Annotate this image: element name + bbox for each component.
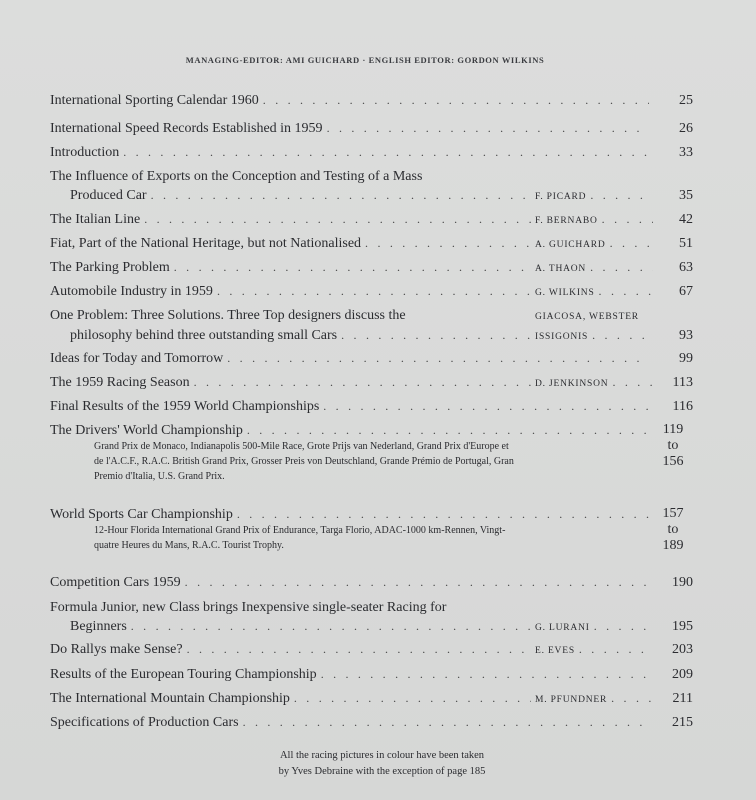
entry-author: E. EVES . . . (535, 641, 653, 659)
entry-subtitle: Grand Prix de Monaco, Indianapolis 500-Mile Race, Grote Prijs van Nederland, Grand Prix d'Europe et de l'A.C.F., R.A.C. British Grand Prix, Grosser Preis von Deutschland, Grande Prémio de Portugal, Gran Premio d'Italia, U.S. Grand Prix. (94, 441, 514, 482)
entry-title: The Italian Line (50, 212, 141, 227)
toc-entry (50, 374, 693, 392)
entry-title: International Speed Records Established in 1959 (50, 121, 323, 136)
page-number: 26 (679, 121, 693, 136)
toc-entry (50, 235, 693, 253)
entry-author: F. BERNABO . . . (535, 211, 653, 229)
dot-leader (321, 666, 649, 682)
entry-title-continued: Beginners (70, 619, 127, 634)
toc-entry (50, 690, 693, 708)
entry-title: International Sporting Calendar 1960 (50, 93, 259, 108)
entry-title: The Influence of Exports on the Conception and Testing of a Mass (50, 169, 423, 184)
dot-leader (341, 327, 531, 343)
toc-entry (50, 666, 693, 683)
toc-entry (50, 600, 693, 636)
toc-entry (50, 422, 693, 484)
entry-author: F. PICARD . . . (535, 187, 653, 205)
entry-author: D. JENKINSON . . . (535, 374, 653, 392)
page-number: 203 (672, 642, 693, 657)
entry-title: The 1959 Racing Season (50, 375, 190, 390)
editors-header: MANAGING-EDITOR: AMI GUICHARD · ENGLISH EDITOR: GORDON WILKINS (185, 55, 545, 65)
toc-entry (50, 714, 693, 731)
dot-leader (243, 714, 649, 730)
entry-title: One Problem: Three Solutions. Three Top designers discuss the (50, 308, 406, 323)
page-number: 113 (672, 375, 693, 390)
page-number: 215 (672, 715, 693, 730)
dot-leader (123, 144, 649, 160)
entry-author: A. THAON . . . (535, 259, 653, 277)
toc-entry (50, 506, 693, 553)
entry-author: A. GUICHARD . . . (535, 235, 653, 253)
entry-title: Introduction (50, 145, 120, 160)
dot-leader (263, 92, 649, 108)
entry-title: The Drivers' World Championship (50, 423, 243, 438)
toc-entry (50, 169, 693, 205)
entry-title-continued: philosophy behind three outstanding small Cars (70, 328, 338, 343)
page-number: 67 (679, 284, 693, 299)
entry-title: Fiat, Part of the National Heritage, but not Nationalised (50, 236, 362, 251)
page-number: 190 (672, 575, 693, 590)
page-number: 51 (679, 236, 693, 251)
toc-entry (50, 211, 693, 229)
page-number: 195 (672, 619, 693, 634)
entry-author: M. PFUNDNER . . . (535, 690, 653, 708)
footer-line: by Yves Debraine with the exception of page 185 (278, 766, 486, 777)
page-range: 119 to 156 (662, 422, 684, 469)
entry-title: The International Mountain Championship (50, 691, 290, 706)
footer-line: All the racing pictures in colour have been taken (279, 750, 485, 761)
entry-title: Ideas for Today and Tomorrow (50, 351, 224, 366)
entry-title: Do Rallys make Sense? (50, 642, 183, 657)
toc-entry (50, 641, 693, 659)
page-number: 209 (672, 667, 693, 682)
entry-title: Results of the European Touring Championship (50, 667, 317, 682)
entry-author: G. WILKINS . . . (535, 283, 653, 301)
entry-title: Formula Junior, new Class brings Inexpensive single-seater Racing for (50, 600, 447, 615)
dot-leader (294, 690, 531, 706)
page-number: 93 (679, 328, 693, 343)
dot-leader (227, 350, 649, 366)
page-number: 99 (679, 351, 693, 366)
toc-entry (50, 259, 693, 277)
page-number: 35 (679, 188, 693, 203)
dot-leader (365, 235, 531, 251)
entry-subtitle: 12-Hour Florida International Grand Prix of Endurance, Targa Florio, ADAC-1000 km-Rennen, Vingt-quatre Heures du Mans, R.A.C. Tourist Trophy. (94, 525, 506, 551)
toc-entry (50, 350, 693, 367)
toc-entry (50, 308, 693, 345)
dot-leader (131, 618, 531, 634)
entry-author: ISSIGONIS . . . (535, 327, 653, 345)
entry-title-continued: Produced Car (70, 188, 147, 203)
dot-leader (187, 641, 531, 657)
dot-leader (151, 187, 531, 203)
page-range: 157 to 189 (662, 506, 684, 553)
toc-entry (50, 92, 693, 109)
dot-leader (174, 259, 531, 275)
entry-title: Automobile Industry in 1959 (50, 284, 213, 299)
entry-title: Competition Cars 1959 (50, 575, 181, 590)
dot-leader (185, 574, 649, 590)
toc-entry (50, 574, 693, 591)
page-number: 25 (679, 93, 693, 108)
entry-title: Specifications of Production Cars (50, 715, 239, 730)
dot-leader (217, 283, 531, 299)
page-number: 42 (679, 212, 693, 227)
entry-title: The Parking Problem (50, 260, 170, 275)
page-number: 33 (679, 145, 693, 160)
toc-entry (50, 120, 693, 137)
colour-pictures-note (232, 748, 532, 780)
dot-leader (144, 211, 531, 227)
entry-author-line1: GIACOSA, WEBSTER (535, 312, 639, 322)
entry-title: World Sports Car Championship (50, 507, 233, 522)
dot-leader (327, 120, 649, 136)
entry-title: Final Results of the 1959 World Championships (50, 399, 320, 414)
dot-leader (194, 374, 531, 390)
toc-entry (50, 398, 693, 415)
toc-entry (50, 144, 693, 161)
dot-leader (237, 506, 649, 522)
page-number: 211 (672, 691, 693, 706)
page-number: 63 (679, 260, 693, 275)
page-number: 116 (672, 399, 693, 414)
dot-leader (323, 398, 649, 414)
entry-author: G. LURANI . . . (535, 618, 653, 636)
toc-entry (50, 283, 693, 301)
dot-leader (247, 422, 649, 438)
